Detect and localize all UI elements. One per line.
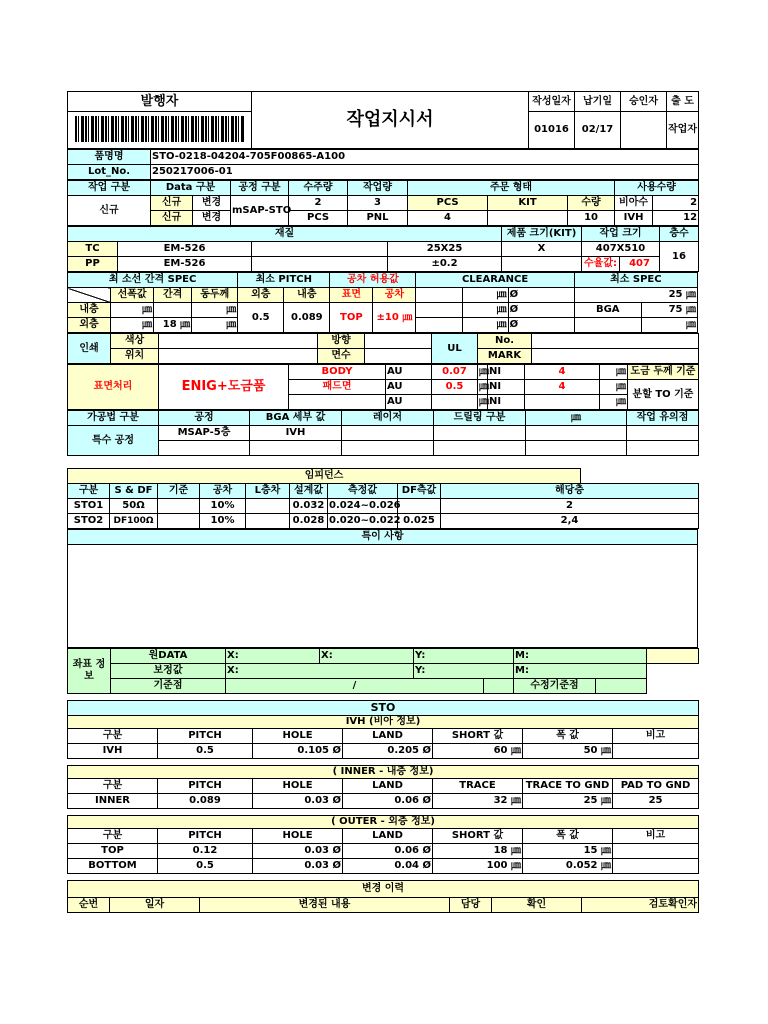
layer-count: 16 xyxy=(660,242,699,272)
ni-label: NI xyxy=(488,380,525,395)
min-spec-1: 25 ㎛ xyxy=(574,288,697,303)
imp-base xyxy=(158,514,200,529)
clearance-unit: ㎛ xyxy=(462,288,508,303)
ivh-header: 비고 xyxy=(613,729,699,744)
yield-label: 수율값: xyxy=(582,257,620,272)
spec-header: 최소 SPEC xyxy=(574,273,697,288)
spec-header: 최소 PITCH xyxy=(238,273,330,288)
work-size: 407X510 xyxy=(582,242,660,257)
inner-header: PAD TO GND xyxy=(613,779,699,794)
impedance-header: 측정값 xyxy=(328,484,398,499)
process-header: 드릴링 구분 xyxy=(434,411,526,426)
ni-value xyxy=(525,395,600,410)
tolerance: ±10 ㎛ xyxy=(373,303,416,333)
ni-unit: ㎛ xyxy=(600,395,628,410)
lot-label: Lot_No. xyxy=(68,165,151,180)
au-unit: ㎛ xyxy=(478,395,488,410)
order-header: 공정 구분 xyxy=(231,181,289,196)
clearance-dia: Ø xyxy=(508,288,574,303)
imp-design: 0.028 xyxy=(290,514,328,529)
product-table xyxy=(67,149,699,180)
plating-blank xyxy=(289,395,386,410)
inner-header: TRACE xyxy=(433,779,523,794)
barcode-label: 발행자 xyxy=(68,92,252,112)
material-blank xyxy=(252,242,388,257)
imp-tol: 10% xyxy=(200,499,246,514)
work-order-sheet xyxy=(67,91,698,913)
outer-header: 폭 값 xyxy=(523,829,613,844)
inner-header: TRACE TO GND xyxy=(523,779,613,794)
pcs-tolerance: ±0.2 xyxy=(388,257,502,272)
plating-body-label: BODY xyxy=(289,365,386,380)
spec-gap xyxy=(154,303,192,318)
outer-header: 구분 xyxy=(68,829,158,844)
spec-table xyxy=(67,272,698,333)
inner-table xyxy=(67,765,699,809)
spec-width: ㎛ xyxy=(111,318,154,333)
outer-title: ( OUTER - 외층 정보) xyxy=(68,816,699,829)
ivh-cell: 60 ㎛ xyxy=(433,744,523,759)
marking-table xyxy=(67,333,699,364)
outer-header: 비고 xyxy=(613,829,699,844)
header-value xyxy=(621,112,667,149)
process-blank xyxy=(526,441,627,456)
inner-cell: 32 ㎛ xyxy=(433,794,523,809)
notes-body xyxy=(68,545,698,648)
spec-header: CLEARANCE xyxy=(416,273,574,288)
spec-sub: 동두께 xyxy=(192,288,238,303)
imp-name: STO2 xyxy=(68,514,110,529)
doc-title: 작업지시서 xyxy=(252,92,529,149)
process-blank xyxy=(434,426,526,441)
revision-header: 변경된 내용 xyxy=(200,898,450,913)
header-col-label: 납기일 xyxy=(575,92,621,112)
outer-cell: 0.03 Ø xyxy=(253,844,343,859)
revision-header: 순번 xyxy=(68,898,110,913)
marking-blank xyxy=(159,334,318,349)
order-qty: 2 xyxy=(289,196,348,211)
ivh-cell: 50 ㎛ xyxy=(523,744,613,759)
pos-y: Y: xyxy=(414,649,514,664)
no-label: No. xyxy=(478,334,532,349)
notes-title: 특이 사항 xyxy=(68,530,698,545)
process-blank xyxy=(627,441,699,456)
blank-cell xyxy=(581,469,619,484)
spec-sub: 표면 xyxy=(330,288,373,303)
imp-layer xyxy=(246,514,290,529)
process-blank xyxy=(159,441,250,456)
imp-df: 0.025 xyxy=(398,514,441,529)
ivh-header: LAND xyxy=(343,729,433,744)
outer-cell: 0.04 Ø xyxy=(343,859,433,874)
process-header: 레이저 xyxy=(342,411,434,426)
impedance-header: 공차 xyxy=(200,484,246,499)
order-header: 수주량 xyxy=(289,181,348,196)
header-col-label: 출 도 xyxy=(667,92,699,112)
marking-row2: 위치 xyxy=(111,349,159,364)
spec-diagonal xyxy=(68,288,111,303)
position-row-label: 원DATA xyxy=(111,649,226,664)
blank-cell xyxy=(647,679,699,694)
inner-cell: 0.03 Ø xyxy=(253,794,343,809)
outer-cell: 100 ㎛ xyxy=(433,859,523,874)
pos-x2: X: xyxy=(320,649,414,664)
process-blank xyxy=(434,441,526,456)
process-header: ㎛ xyxy=(526,411,627,426)
min-spec-3: ㎛ xyxy=(641,318,697,333)
clearance-dia: Ø xyxy=(508,303,574,318)
marking-mid2: 면수 xyxy=(318,349,365,364)
revision-title: 변경 이력 xyxy=(68,881,699,898)
ivh-cell xyxy=(613,744,699,759)
product-name-value: STO-0218-04204-705F00865-A100 xyxy=(151,150,699,165)
inner-cell: 0.089 xyxy=(158,794,253,809)
order-unit: PNL xyxy=(348,211,408,226)
spec-sub: 공차 xyxy=(373,288,416,303)
plating-table xyxy=(67,364,699,410)
inner-header: LAND xyxy=(343,779,433,794)
outer-cell: 0.03 Ø xyxy=(253,859,343,874)
work-qty: 3 xyxy=(348,196,408,211)
inner-header: HOLE xyxy=(253,779,343,794)
order-cell: 신규 xyxy=(151,211,193,226)
process-blank xyxy=(342,441,434,456)
revision-header: 확인 xyxy=(492,898,582,913)
pos-y: Y: xyxy=(414,664,514,679)
marking-blank xyxy=(365,349,432,364)
plating-right-top: 도금 두께 기준 xyxy=(628,365,699,380)
spec-width: ㎛ xyxy=(111,303,154,318)
ni-value: 4 xyxy=(525,380,600,395)
order-header: 작업 구분 xyxy=(68,181,151,196)
au-label: AU xyxy=(386,395,432,410)
order-header: 주문 형태 xyxy=(408,181,615,196)
barcode-cell xyxy=(68,112,252,149)
imp-name: STO1 xyxy=(68,499,110,514)
process-header: 가공법 구분 xyxy=(68,411,159,426)
ni-unit: ㎛ xyxy=(600,365,628,380)
inner-header: 구분 xyxy=(68,779,158,794)
outer-cell xyxy=(613,859,699,874)
inner-header: PITCH xyxy=(158,779,253,794)
inner-title: ( INNER - 내층 정보) xyxy=(68,766,699,779)
imp-layer xyxy=(246,499,290,514)
pos-blank xyxy=(484,679,514,694)
surface: TOP xyxy=(330,303,373,333)
plating-top-label: 패드면 xyxy=(289,380,386,395)
imp-tol: 10% xyxy=(200,514,246,529)
outer-header: HOLE xyxy=(253,829,343,844)
spec-sub: 선폭값 xyxy=(111,288,154,303)
special-process-label: 특수 공정 xyxy=(68,426,159,456)
msap-value: MSAP-5층 xyxy=(159,426,250,441)
imp-base xyxy=(158,499,200,514)
ul-label: UL xyxy=(432,334,478,364)
marking-mid1: 방향 xyxy=(318,334,365,349)
outer-cell: 15 ㎛ xyxy=(523,844,613,859)
revision-header: 검토확인자 xyxy=(582,898,699,913)
impedance-title: 임피던스 xyxy=(68,469,581,484)
order-unit: PCS xyxy=(289,211,348,226)
pos-m: M: xyxy=(514,649,647,664)
process-blank xyxy=(526,426,627,441)
spec-header: 공차 허용값 xyxy=(330,273,416,288)
process-blank xyxy=(627,426,699,441)
pitch-outer: 0.5 xyxy=(238,303,284,333)
ivh-cell: 0.205 Ø xyxy=(343,744,433,759)
position-label: 좌표 정보 xyxy=(68,649,111,694)
revision-header: 담당 xyxy=(450,898,492,913)
outer-cell xyxy=(613,844,699,859)
material-header: 재질 xyxy=(68,227,502,242)
inner-cell: 25 xyxy=(613,794,699,809)
yield-value: 407 xyxy=(620,257,660,272)
marking-blank xyxy=(159,349,318,364)
impedance-header: DF측값 xyxy=(398,484,441,499)
process-header: 공정 xyxy=(159,411,250,426)
marking-label: 인쇄 xyxy=(68,334,111,364)
inner-cell: 0.06 Ø xyxy=(343,794,433,809)
material-blank xyxy=(252,257,388,272)
spec-row-label: 내층 xyxy=(68,303,111,318)
marking-blank xyxy=(532,334,699,349)
impedance-header: 기준 xyxy=(158,484,200,499)
product-name-label: 품명명 xyxy=(68,150,151,165)
spec-gap: 18 ㎛ xyxy=(154,318,192,333)
header-table xyxy=(67,91,699,149)
imp-meas: 0.024~0.026 xyxy=(328,499,398,514)
header-value: 01016 xyxy=(529,112,575,149)
order-form: PCS xyxy=(408,196,488,211)
pos-side xyxy=(647,649,699,664)
sub-label: 비아수 xyxy=(615,196,653,211)
sto-title: STO xyxy=(68,701,699,716)
spec-sub: 외층 xyxy=(238,288,284,303)
marking-blank xyxy=(532,349,699,364)
order-kit-value xyxy=(488,211,568,226)
marking-row1: 색상 xyxy=(111,334,159,349)
ni-label: NI xyxy=(488,395,525,410)
outer-cell: 0.06 Ø xyxy=(343,844,433,859)
outer-header: LAND xyxy=(343,829,433,844)
kit-size: X xyxy=(502,242,582,257)
blank-cell xyxy=(647,664,699,679)
spec-copper: ㎛ xyxy=(192,303,238,318)
order-header: 작업량 xyxy=(348,181,408,196)
spec-blank xyxy=(416,288,462,303)
min-spec-type: BGA xyxy=(574,303,641,318)
header-col-label: 승인자 xyxy=(621,92,667,112)
pitch-inner: 0.089 xyxy=(284,303,330,333)
process-type: mSAP-STO xyxy=(231,196,289,226)
ivh-cell: 0.5 xyxy=(158,744,253,759)
imp-design: 0.032 xyxy=(290,499,328,514)
order-layers: 12 xyxy=(653,211,699,226)
au-label: AU xyxy=(386,380,432,395)
clearance-unit: ㎛ xyxy=(462,318,508,333)
order-count: 10 xyxy=(568,211,615,226)
process-blank xyxy=(342,426,434,441)
plating-right-bottom: 분할 TO 기준 xyxy=(628,380,699,410)
position-table xyxy=(67,648,699,694)
inner-cell: 25 ㎛ xyxy=(523,794,613,809)
impedance-header: L층차 xyxy=(246,484,290,499)
process-header: BGA 세부 값 xyxy=(250,411,342,426)
position-row-label: 기준점 xyxy=(111,679,226,694)
sub-label: 수량 xyxy=(568,196,615,211)
tc-label: TC xyxy=(68,242,118,257)
impedance-header: S & DF xyxy=(110,484,158,499)
material-table xyxy=(67,226,699,272)
position-row-label: 보정값 xyxy=(111,664,226,679)
outer-cell: BOTTOM xyxy=(68,859,158,874)
process-header: 작업 유의점 xyxy=(627,411,699,426)
pos-blank xyxy=(596,679,647,694)
outer-header: PITCH xyxy=(158,829,253,844)
au-unit: ㎛ xyxy=(478,365,488,380)
barcode-image xyxy=(75,116,245,142)
ivh-header: 폭 값 xyxy=(523,729,613,744)
spec-copper: ㎛ xyxy=(192,318,238,333)
impedance-table xyxy=(67,468,699,529)
au-value xyxy=(432,395,478,410)
ivh-header: SHORT 값 xyxy=(433,729,523,744)
ni-label: NI xyxy=(488,365,525,380)
ivh-cell: 0.105 Ø xyxy=(253,744,343,759)
order-via: IVH xyxy=(615,211,653,226)
imp-lay: 2 xyxy=(441,499,699,514)
order-cell: 변경 xyxy=(193,211,231,226)
imp-meas: 0.020~0.022 xyxy=(328,514,398,529)
au-value: 0.07 xyxy=(432,365,478,380)
spec-sub: 내층 xyxy=(284,288,330,303)
spec-sub: 간격 xyxy=(154,288,192,303)
outer-cell: TOP xyxy=(68,844,158,859)
order-kit: KIT xyxy=(488,196,568,211)
order-cell: 신규 xyxy=(151,196,193,211)
pp-label: PP xyxy=(68,257,118,272)
pp-value: EM-526 xyxy=(118,257,252,272)
material-header: 작업 크기 xyxy=(582,227,660,242)
au-label: AU xyxy=(386,365,432,380)
spec-blank xyxy=(416,318,462,333)
notes-table xyxy=(67,529,698,648)
order-cell: 변경 xyxy=(193,196,231,211)
outer-cell: 0.5 xyxy=(158,859,253,874)
ivh-title: IVH (비아 정보) xyxy=(68,716,699,729)
header-col-label: 작성일자 xyxy=(529,92,575,112)
lot-value: 250217006-01 xyxy=(151,165,699,180)
order-table xyxy=(67,180,699,226)
ni-unit: ㎛ xyxy=(600,380,628,395)
pcs-size: 25X25 xyxy=(388,242,502,257)
outer-table xyxy=(67,815,699,874)
ivh-cell: IVH xyxy=(68,744,158,759)
impedance-header: 설계값 xyxy=(290,484,328,499)
min-spec-blank xyxy=(574,318,641,333)
order-pcs: 4 xyxy=(408,211,488,226)
impedance-header: 해당층 xyxy=(441,484,699,499)
spec-header: 최 소선 간격 SPEC xyxy=(68,273,238,288)
imp-df xyxy=(398,499,441,514)
pos-m: M: xyxy=(514,664,647,679)
ni-value: 4 xyxy=(525,365,600,380)
outer-cell: 0.12 xyxy=(158,844,253,859)
outer-cell: 18 ㎛ xyxy=(433,844,523,859)
min-spec-2: 75 ㎛ xyxy=(641,303,697,318)
spec-row-label: 외층 xyxy=(68,318,111,333)
imp-sdf: DF100Ω xyxy=(110,514,158,529)
use-qty: 2 xyxy=(653,196,699,211)
pos-m: 수정기준점 xyxy=(514,679,596,694)
pos-x1: X: xyxy=(226,649,320,664)
order-header: Data 구분 xyxy=(151,181,231,196)
imp-lay: 2,4 xyxy=(441,514,699,529)
plating-type: ENIG+도금품 xyxy=(159,365,289,410)
kit-blank xyxy=(502,257,582,272)
outer-header: SHORT 값 xyxy=(433,829,523,844)
material-header: 층수 xyxy=(660,227,699,242)
clearance-unit: ㎛ xyxy=(462,303,508,318)
revision-header: 일자 xyxy=(110,898,200,913)
pos-x1: / xyxy=(226,679,484,694)
ivh-header: HOLE xyxy=(253,729,343,744)
material-header: 제품 크기(KIT) xyxy=(502,227,582,242)
spec-blank xyxy=(416,303,462,318)
header-value: 작업자 xyxy=(667,112,699,149)
order-header: 사용수량 xyxy=(615,181,699,196)
tc-value: EM-526 xyxy=(118,242,252,257)
ivh-header: PITCH xyxy=(158,729,253,744)
imp-sdf: 50Ω xyxy=(110,499,158,514)
pos-x1: X: xyxy=(226,664,414,679)
clearance-dia: Ø xyxy=(508,318,574,333)
inner-cell: INNER xyxy=(68,794,158,809)
outer-cell: 0.052 ㎛ xyxy=(523,859,613,874)
order-new-label: 신규 xyxy=(68,196,151,226)
ivh-value: IVH xyxy=(250,426,342,441)
au-unit: ㎛ xyxy=(478,380,488,395)
process-table xyxy=(67,410,699,456)
process-blank xyxy=(250,441,342,456)
sto-ivh-table xyxy=(67,700,699,759)
revision-table xyxy=(67,880,699,913)
marking-blank xyxy=(365,334,432,349)
header-value: 02/17 xyxy=(575,112,621,149)
plating-label: 표면처리 xyxy=(68,365,159,410)
mark-label: MARK xyxy=(478,349,532,364)
ivh-header: 구분 xyxy=(68,729,158,744)
au-value: 0.5 xyxy=(432,380,478,395)
impedance-header: 구분 xyxy=(68,484,110,499)
